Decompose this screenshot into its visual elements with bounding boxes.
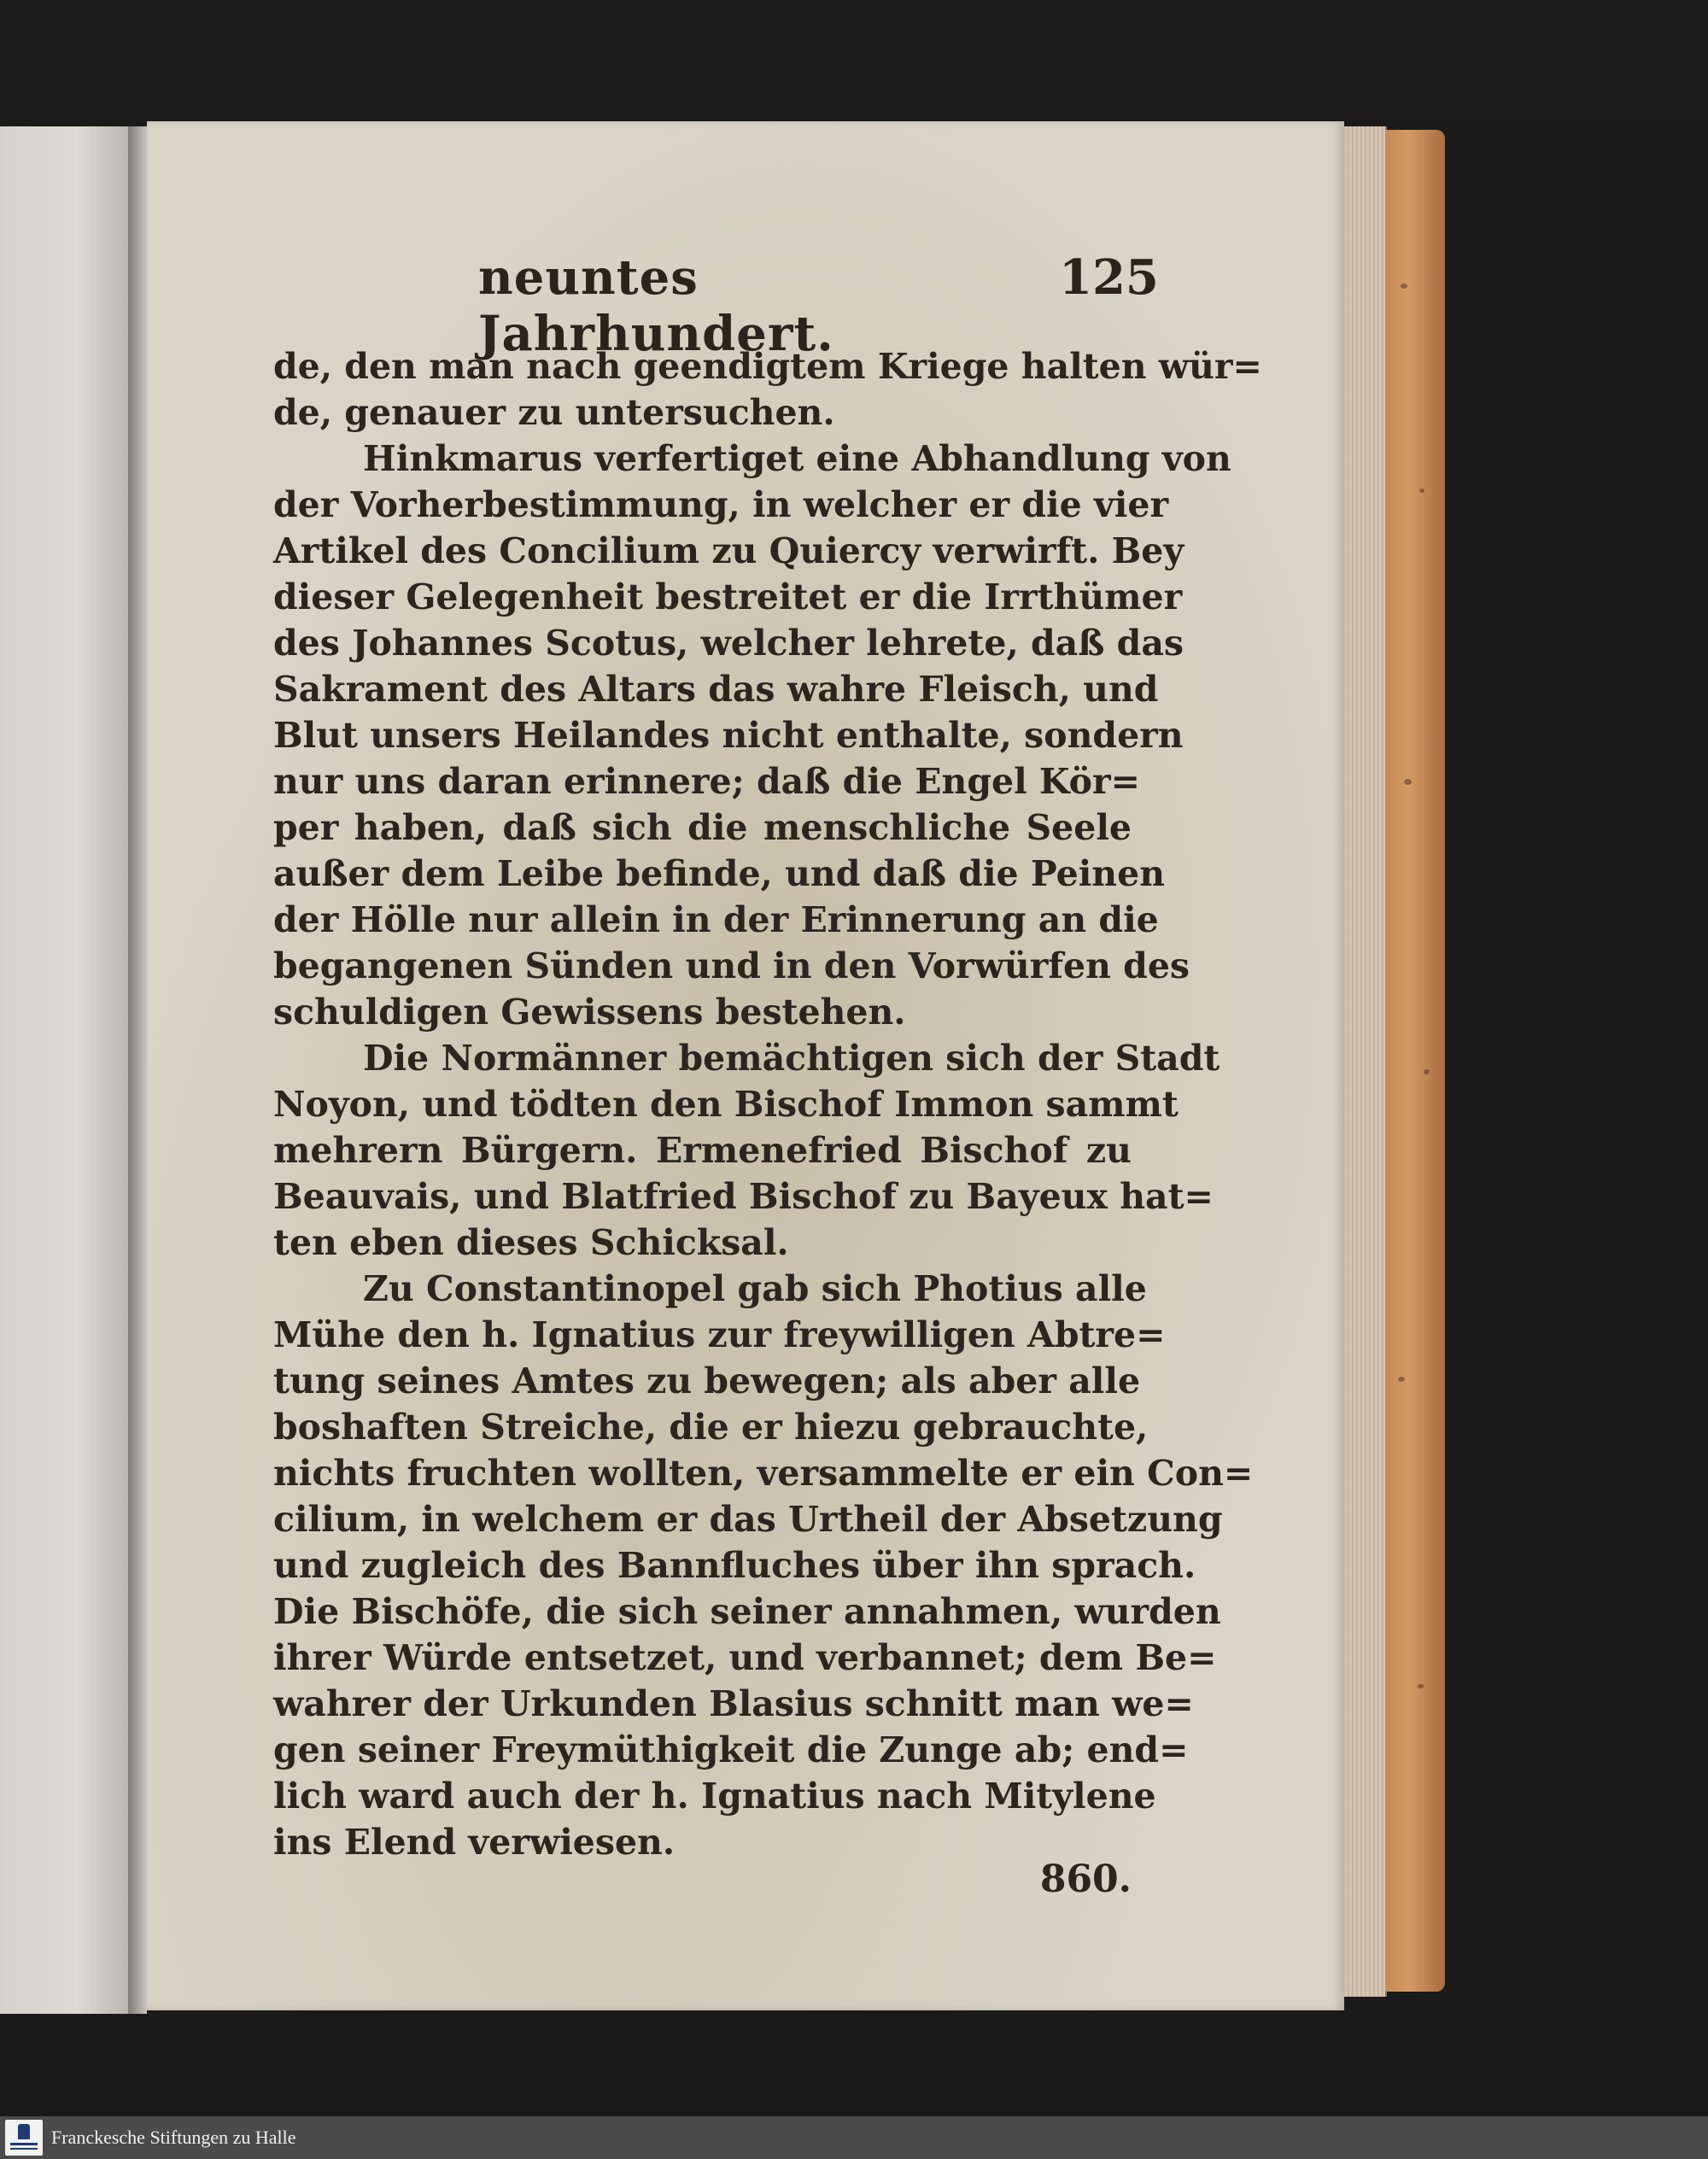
text-line: de, genauer zu untersuchen. <box>273 392 835 433</box>
text-line: Blut unsers Heilandes nicht enthalte, sondern <box>273 715 1184 756</box>
text-line: ten eben dieses Schicksal. <box>273 1222 789 1263</box>
book-cover-edge <box>1385 130 1445 1992</box>
text-line: Sakrament des Altars das wahre Fleisch, und <box>273 669 1159 710</box>
footer-bar <box>0 2116 1708 2159</box>
text-line: nur uns daran erinnere; daß die Engel Kör= <box>273 761 1140 802</box>
text-line: mehrern Bürgern. Ermenefried Bischof zu <box>273 1130 1132 1171</box>
book-gutter <box>128 126 147 2014</box>
text-line: lich ward auch der h. Ignatius nach Mitylene <box>273 1776 1156 1817</box>
text-line: ihrer Würde entsetzet, und verbannet; dem Be= <box>273 1637 1217 1678</box>
text-line: ins Elend verwiesen. <box>273 1822 676 1863</box>
text-line: de, den man nach geendigtem Kriege halten wür= <box>273 346 1262 387</box>
text-line: Hinkmarus verfertiget eine Abhandlung von <box>363 438 1231 479</box>
text-line: Noyon, und tödten den Bischof Immon sammt <box>273 1084 1179 1125</box>
franckesche-stiftungen-logo-icon[interactable] <box>5 2120 43 2156</box>
text-line: der Hölle nur allein in der Erinnerung an die <box>273 899 1159 940</box>
text-line: außer dem Leibe befinde, und daß die Peinen <box>273 853 1165 894</box>
text-line: Mühe den h. Ignatius zur freywilligen Abtre= <box>273 1314 1166 1355</box>
facing-page-edge <box>0 126 130 2014</box>
text-line: und zugleich des Bannfluches über ihn sprach. <box>273 1545 1196 1586</box>
running-head: neuntes Jahrhundert. <box>478 249 834 362</box>
catchword: 860. <box>1039 1858 1132 1901</box>
text-line: wahrer der Urkunden Blasius schnitt man we= <box>273 1683 1194 1724</box>
text-line: cilium, in welchem er das Urtheil der Absetzung <box>273 1499 1223 1540</box>
text-line: Artikel des Concilium zu Quiercy verwirft. Bey <box>273 530 1184 571</box>
text-line: schuldigen Gewissens bestehen. <box>273 992 906 1033</box>
text-line: begangenen Sünden und in den Vorwürfen des <box>273 945 1190 986</box>
body-text <box>273 343 1262 1865</box>
text-line: gen seiner Freymüthigkeit die Zunge ab; end= <box>273 1729 1189 1770</box>
background <box>0 0 1708 120</box>
text-line: Die Bischöfe, die sich seiner annahmen, wurden <box>273 1591 1221 1632</box>
text-line: dieser Gelegenheit bestreitet er die Irrthümer <box>273 576 1183 617</box>
text-line: Zu Constantinopel gab sich Photius alle <box>363 1268 1147 1309</box>
text-line: boshaften Streiche, die er hiezu gebrauchte, <box>273 1407 1149 1448</box>
text-line: des Johannes Scotus, welcher lehrete, daß das <box>273 623 1184 664</box>
text-line: nichts fruchten wollten, versammelte er ein Con= <box>273 1453 1254 1494</box>
footer-credit[interactable]: Franckesche Stiftungen zu Halle <box>51 2127 296 2148</box>
text-line: Die Normänner bemächtigen sich der Stadt <box>363 1038 1220 1079</box>
text-line: der Vorherbestimmung, in welcher er die vier <box>273 484 1169 525</box>
page-block-edges <box>1344 126 1387 1997</box>
text-line: Beauvais, und Blatfried Bischof zu Bayeux hat= <box>273 1176 1214 1217</box>
text-line: tung seines Amtes zu bewegen; als aber alle <box>273 1360 1141 1401</box>
text-line: per haben, daß sich die menschliche Seele <box>273 807 1132 848</box>
page-number: 125 <box>1059 249 1159 306</box>
